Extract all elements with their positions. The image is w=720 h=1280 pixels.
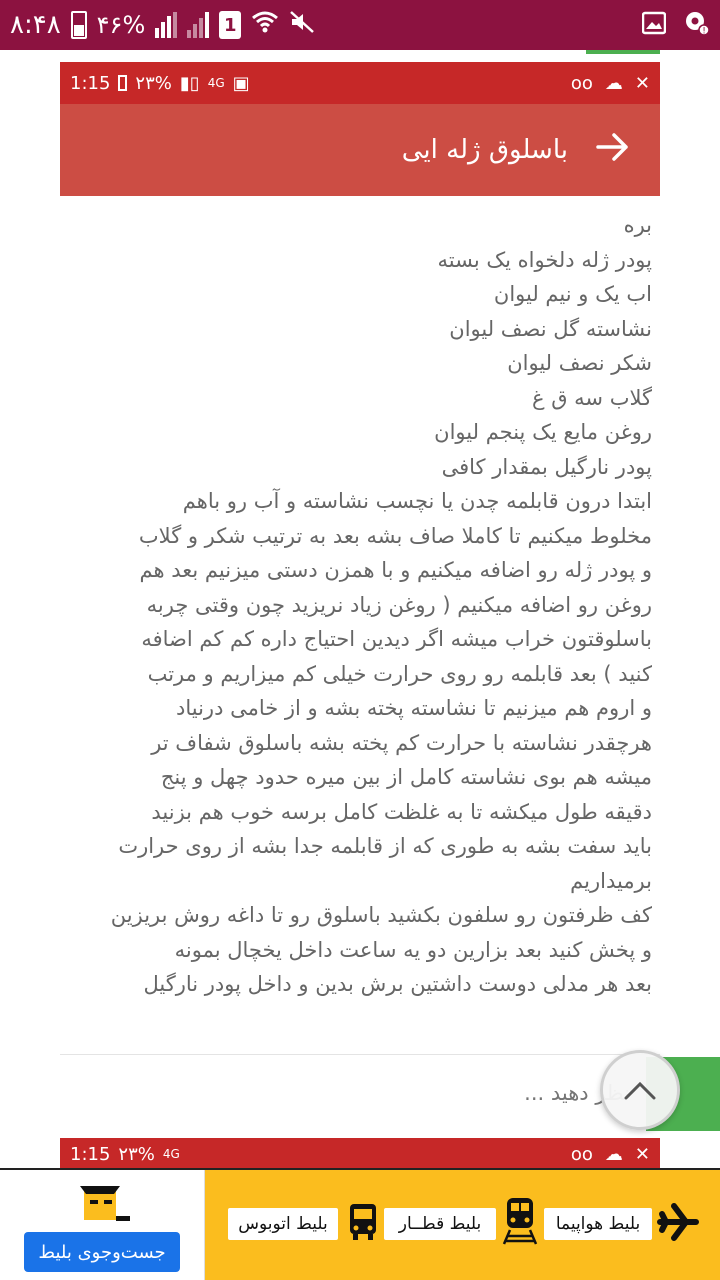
svg-text:!: ! — [702, 26, 706, 36]
recipe-line: مخلوط میکنیم تا کاملا صاف بشه بعد به ترتیب شکر و گلاب — [138, 523, 652, 548]
recipe-line: باید سفت بشه به طوری که از قابلمه جدا بشه از روی حرارت — [118, 834, 652, 858]
comment-input[interactable] — [380, 1073, 630, 1113]
train-icon — [502, 1196, 538, 1252]
embedded-signal-icon: ▮▯ — [179, 72, 200, 94]
recipe-line: روغن رو اضافه میکنیم ( روغن زیاد نریزید چون وقتی چربه — [146, 592, 652, 617]
recipe-line: باسلوقتون خراب میشه اگر دیدین احتیاج داره کم کم اضافه — [141, 627, 652, 651]
ad-banner[interactable] — [0, 1168, 720, 1280]
cloud-icon: ☁ — [604, 72, 623, 94]
brand-logo-icon — [70, 1180, 132, 1224]
embedded-network: 4G — [207, 76, 225, 90]
wifi-icon — [251, 10, 279, 40]
recipe-line: نشاسته گل نصف لیوان — [449, 316, 652, 341]
sim-icon: 1 — [219, 11, 241, 39]
next-voicemail-icon: oo — [570, 1143, 593, 1165]
comment-bar — [60, 1054, 660, 1130]
status-bar-right — [642, 10, 710, 40]
recipe-line: گلاب سه ق غ — [531, 385, 652, 410]
next-network: 4G — [162, 1147, 180, 1161]
next-cloud-icon: ☁ — [604, 1143, 623, 1165]
recipe-line: پودر نارگیل بمقدار کافی — [441, 454, 652, 479]
status-bar — [0, 0, 720, 50]
embedded-status-right — [571, 73, 650, 94]
status-bar-left — [10, 10, 315, 40]
app-bar — [60, 104, 660, 196]
recipe-line: و اروم هم میزنیم تا نشاسته پخته بشه و از خامی درنیاد — [176, 696, 652, 720]
recipe-line: کف ظرفتون رو سلفون بکشید باسلوق رو تا داغه روش بریزین — [110, 903, 652, 927]
battery-icon — [71, 11, 87, 39]
page-title: باسلوق ژله ایی — [401, 135, 568, 165]
previous-item-edge — [586, 50, 660, 54]
recipe-line: بره — [623, 213, 652, 237]
embedded-battery-percent: ۲۳% — [135, 72, 172, 94]
next-battery-percent: ۲۳% — [118, 1143, 155, 1165]
missed-call-icon: ✕ — [634, 72, 650, 94]
ad-left-panel — [0, 1170, 205, 1280]
chevron-up-icon — [623, 1079, 657, 1101]
recipe-line: روغن مایع یک پنجم لیوان — [434, 420, 652, 444]
recipe-text — [92, 196, 652, 1046]
next-status-left — [70, 1144, 180, 1165]
status-time: ۸:۴۸ — [10, 10, 61, 40]
embedded-sim-icon: ▣ — [232, 72, 250, 94]
embedded-status-left — [70, 73, 250, 94]
embedded-status-bar — [60, 62, 660, 104]
arrow-right-icon[interactable] — [596, 132, 630, 168]
next-post-status-bar — [60, 1138, 660, 1170]
next-time: 1:15 — [70, 1143, 111, 1165]
recipe-line: و پودر ژله رو اضافه میکنیم و با همزن دستی میزنیم بعد هم — [139, 558, 652, 582]
recipe-line: و پخش کنید بعد بزارین دو یه ساعت داخل یخچال بمونه — [174, 937, 652, 962]
bus-icon — [346, 1202, 380, 1248]
mute-icon — [289, 10, 315, 40]
image-notification-icon — [642, 11, 666, 39]
recipe-line: کنید ) بعد قابلمه رو روی حرارت خیلی کم میزاریم و مرتب — [147, 661, 652, 686]
recipe-line: هرچقدر نشاسته با حرارت کم پخته بشه باسلوق شفاف تر — [151, 730, 652, 755]
battery-percent: ۴۶% — [96, 11, 146, 39]
scroll-top-button[interactable] — [600, 1050, 680, 1130]
recipe-line: میشه هم بوی نشاسته کامل از بین میره حدود چهل و پنج — [160, 765, 652, 789]
airplane-icon — [656, 1200, 700, 1250]
flight-ticket-link[interactable]: بلیط هواپیما — [544, 1208, 652, 1240]
search-ticket-button[interactable]: جست‌وجوی بلیط — [24, 1232, 180, 1272]
recipe-line: دقیقه طول میکشه تا به غلظت کامل برسه خوب هم بزنید — [151, 799, 652, 824]
embedded-battery-icon — [118, 75, 127, 91]
recipe-line: بعد هر مدلی دوست داشتین برش بدین و داخل پودر نارگیل — [143, 972, 652, 996]
signal-icon — [155, 12, 177, 38]
next-missed-call-icon: ✕ — [634, 1143, 650, 1165]
train-ticket-link[interactable]: بلیط قطــار — [384, 1208, 496, 1240]
recipe-line: اب یک و نیم لیوان — [493, 282, 652, 306]
bus-ticket-link[interactable]: بلیط اتوبوس — [228, 1208, 338, 1240]
recipe-line: شکر نصف لیوان — [507, 351, 652, 375]
voicemail-icon: oo — [570, 72, 593, 94]
recipe-line: ابتدا درون قابلمه چدن یا نچسب نشاسته و آب رو باهم — [182, 489, 652, 513]
signal-icon-2 — [187, 12, 209, 38]
settings-alert-icon — [684, 10, 710, 40]
next-status-right — [571, 1144, 650, 1165]
recipe-line: برمیداریم — [570, 868, 652, 893]
post-image — [60, 62, 660, 1130]
recipe-line: پودر ژله دلخواه یک بسته — [437, 247, 652, 272]
embedded-time: 1:15 — [70, 72, 111, 94]
